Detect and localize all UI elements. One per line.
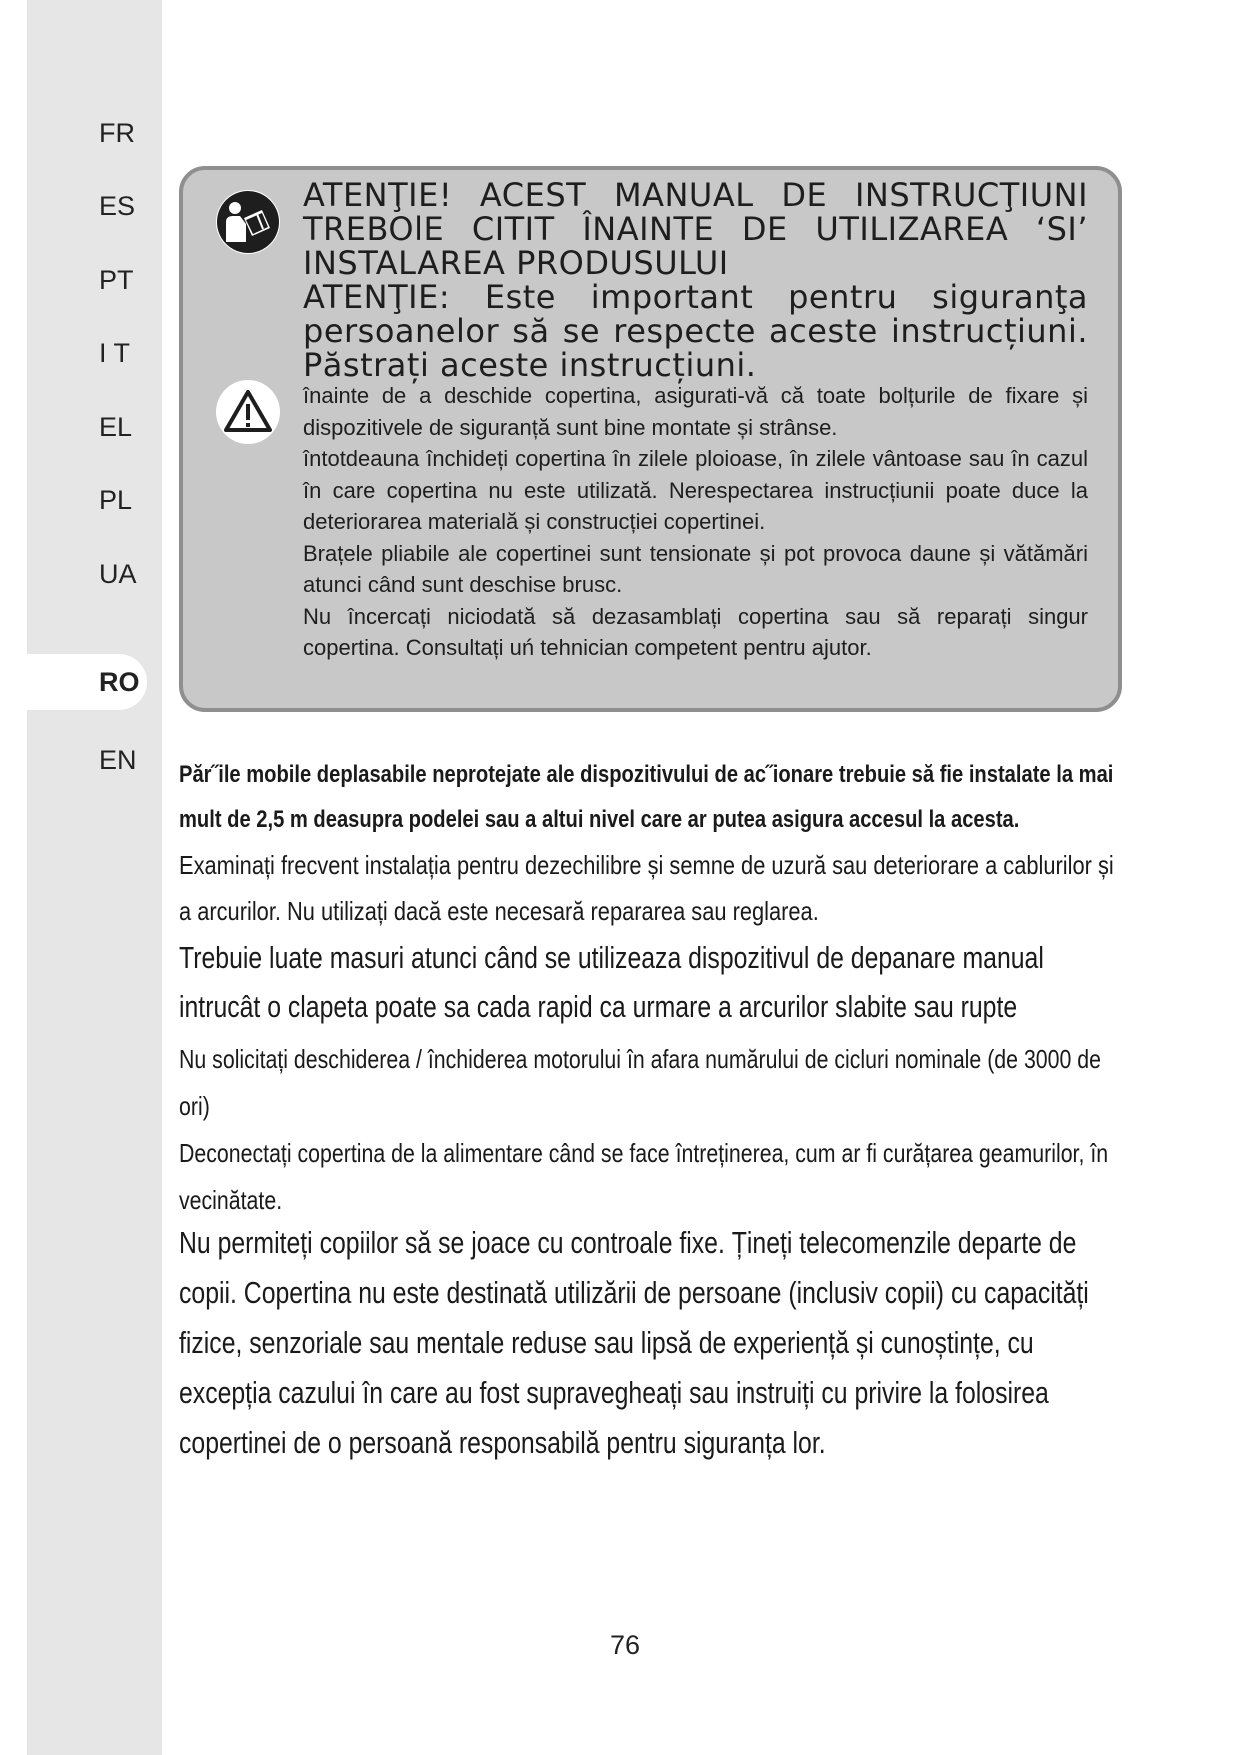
warning-title-line-1: ATENŢIE! ACEST MANUAL DE INSTRUCŢIUNI TREBOlE CITIT ÎNAINTE DE UTILIZAREA ‘SI’ INSTALAREA PRODUSULUI [303, 176, 1088, 282]
paragraph-disconnect-power: Deconectați copertina de la alimentare când se face întreținerea, cum ar fi curățarea geamurilor, în vecinătate. [179, 1138, 1109, 1215]
warning-item: Nu încercați niciodată să dezasamblați copertina sau să reparați singur copertina. Consultați uń tehnician competent pentru ajutor. [303, 603, 1088, 660]
lang-tab-pl[interactable]: PL [99, 485, 133, 515]
lang-tab-en[interactable]: EN [99, 745, 137, 775]
language-sidebar [27, 0, 162, 1755]
paragraph-moving-parts: Păr˝ile mobile deplasabile neprotejate ale dispozitivului de ac˝ionare trebuie să fie instalate la mai mult de 2,5 m deasupra podelei sau a altui nivel care ar putea asigura accesul la acesta. [179, 761, 1114, 833]
warning-item: Brațele pliabile ale copertinei sunt tensionate și pot provoca daune și vătămări atunci când sunt deschise brusc. [303, 540, 1088, 597]
lang-tab-ro-active[interactable]: RO [27, 654, 147, 710]
warning-title [303, 178, 1088, 382]
paragraph-children-safety: Nu permiteți copiilor să se joace cu controale fixe. Țineți telecomenzile departe de copii. Copertina nu este destinată utilizării de persoane (inclusiv copii) cu capacități fizice, senzoriale sau mentale reduse sau lipsă de experiență și cunoștințe, cu excepția cazului în care au fost supravegheați sau instruiți cu privire la folosirea copertinei de o persoană responsabilă pentru siguranța lor. [179, 1225, 1089, 1460]
safety-warning-box [179, 166, 1122, 712]
warning-triangle-icon [216, 380, 280, 444]
paragraph-manual-release: Trebuie luate masuri atunci când se utilizeaza dispozitivul de depanare manual intrucât o clapeta poate sa cada rapid ca urmare a arcurilor slabite sau rupte [179, 940, 1044, 1024]
warning-item: întotdeauna închideți copertina în zilele ploioase, în zilele vântoase sau în cazul în care copertina nu este utilizată. Nerespectarea instrucțiunii poate duce la deteriorarea materială și construcției copertinei. [303, 446, 1088, 534]
lang-tab-ua[interactable]: UA [99, 559, 137, 589]
lang-tab-es[interactable]: ES [99, 191, 136, 221]
page-number: 76 [609, 1630, 641, 1660]
warning-items [303, 380, 1088, 664]
lang-tab-it[interactable]: I T [99, 338, 131, 368]
warning-item: înainte de a deschide copertina, asigurati-vă că toate bolțurile de fixare și dispozitivele de siguranță sunt bine montate și strânse. [303, 383, 1088, 440]
paragraph-examine-installation: Examinați frecvent instalația pentru dezechilibre și semne de uzură sau deteriorare a cablurilor și a arcurilor. Nu utilizați dacă este necesară repararea sau reglarea. [179, 850, 1114, 926]
lang-tab-el[interactable]: EL [99, 412, 133, 442]
lang-tab-pt[interactable]: PT [99, 265, 134, 295]
warning-title-line-2: ATENŢIE: Este important pentru siguranţa persoanelor să se respecte aceste instrucțiuni. Păstrați aceste instrucțiuni. [303, 278, 1088, 384]
lang-tab-fr[interactable]: FR [99, 118, 135, 148]
manual-icon [216, 190, 280, 254]
paragraph-nominal-cycles: Nu solicitați deschiderea / închiderea motorului în afara numărului de cicluri nominale (de 3000 de ori) [179, 1044, 1102, 1121]
